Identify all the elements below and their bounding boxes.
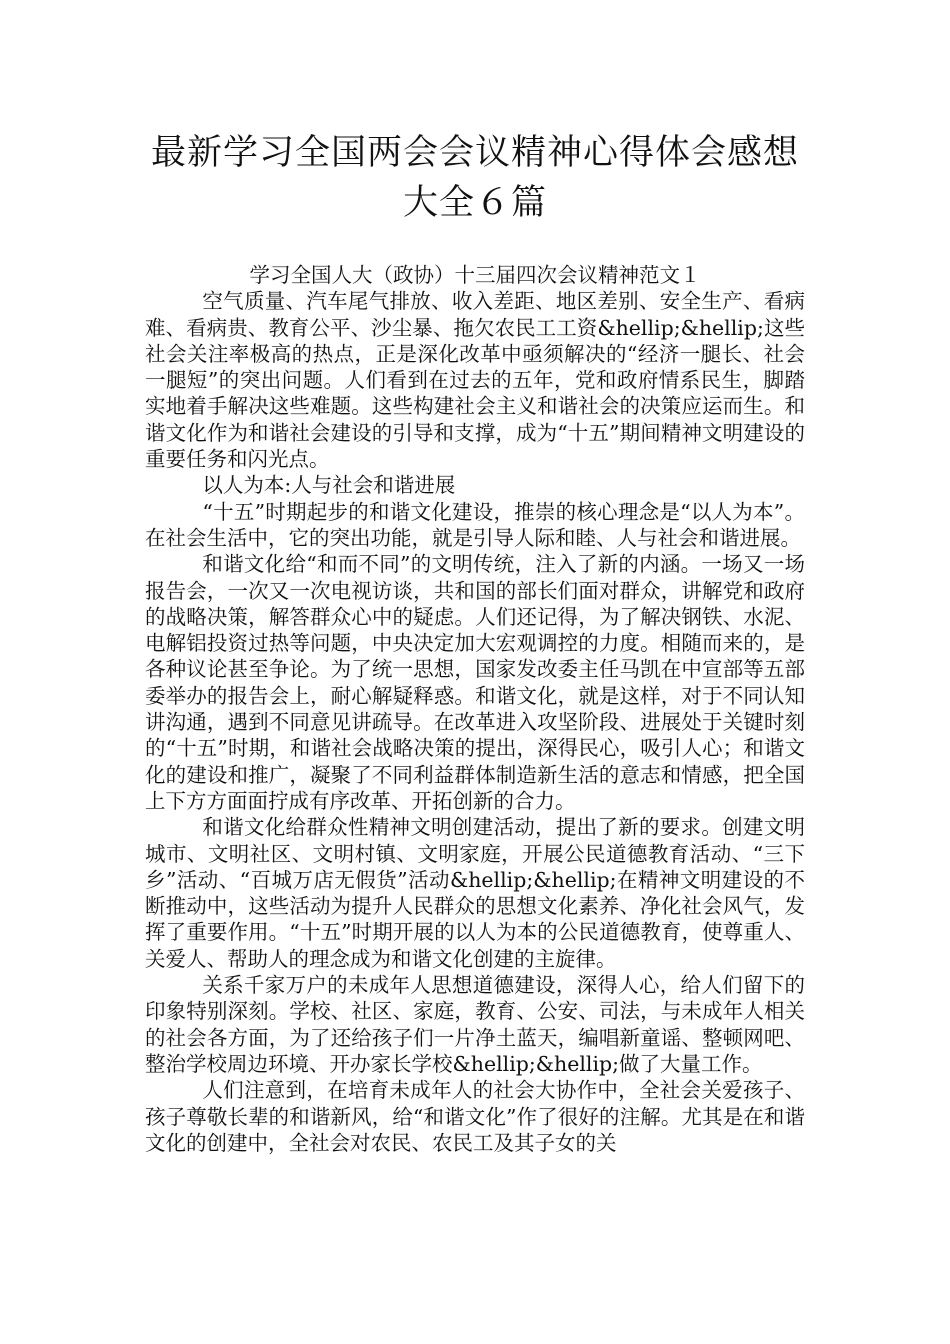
- paragraph-6: 人们注意到，在培育未成年人的社会大协作中，全社会关爱孩子、孩子尊敬长辈的和谐新风，给“和谐文化”作了很好的注解。尤其是在和谐文化的创建中，全社会对农民、农民工及其子女的关: [145, 1078, 805, 1155]
- paragraph-2: “十五”时期起步的和谐文化建设，推崇的核心理念是“以人为本”。在社会生活中，它的突出功能，就是引导人际和睦、人与社会和谐进展。: [145, 499, 805, 550]
- title-line-1: 最新学习全国两会会议精神心得体会感想: [150, 133, 799, 173]
- document-page: [145, 128, 805, 1156]
- paragraph-1: 空气质量、汽车尾气排放、收入差距、地区差别、安全生产、看病难、看病贵、教育公平、沙尘暴、拖欠农民工工资&hellip;&hellip;这些社会关注率极高的热点，正是深化改革中亟须解决的“经济一腿长、社会一腿短”的突出问题。人们看到在过去的五年，党和政府情系民生，脚踏实地着手解决这些难题。这些构建社会主义和谐社会的决策应运而生。和谐文化作为和谐社会建设的引导和支撑，成为“十五”期间精神文明建设的重要任务和闪光点。: [145, 289, 805, 472]
- section-subtitle: 学习全国人大（政协）十三届四次会议精神范文１: [249, 263, 701, 287]
- document-body: [145, 262, 805, 1156]
- paragraph-5: 关系千家万户的未成年人思想道德建设，深得人心，给人们留下的印象特别深刻。学校、社区、家庭，教育、公安、司法，与未成年人相关的社会各方面，为了还给孩子们一片净土蓝天，编唱新童谣、整顿网吧、整治学校周边环境、开办家长学校&hellip;&hellip;做了大量工作。: [145, 973, 805, 1076]
- paragraph-3: 和谐文化给“和而不同”的文明传统，注入了新的内涵。一场又一场报告会，一次又一次电视访谈，共和国的部长们面对群众，讲解党和政府的战略决策，解答群众心中的疑虑。人们还记得，为了解决钢铁、水泥、电解铝投资过热等问题，中央决定加大宏观调控的力度。相随而来的，是各种议论甚至争论。为了统一思想，国家发改委主任马凯在中宣部等五部委举办的报告会上，耐心解疑释惑。和谐文化，就是这样，对于不同认知讲沟通，遇到不同意见讲疏导。在改革进入攻坚阶段、进展处于关键时刻的“十五”时期，和谐社会战略决策的提出，深得民心，吸引人心；和谐文化的建设和推广，凝聚了不同利益群体制造新生活的意志和情感，把全国上下方方面面拧成有序改革、开拓创新的合力。: [145, 552, 805, 813]
- title-line-2: 大全６篇: [402, 183, 547, 223]
- paragraph-4: 和谐文化给群众性精神文明创建活动，提出了新的要求。创建文明城市、文明社区、文明村镇、文明家庭，开展公民道德教育活动、“三下乡”活动、“百城万店无假货”活动&hellip;&hellip;在精神文明建设的不断推动中，这些活动为提升人民群众的思想文化素养、净化社会风气，发挥了重要作用。“十五”时期开展的以人为本的公民道德教育，使尊重人、关爱人、帮助人的理念成为和谐文化创建的主旋律。: [145, 815, 805, 971]
- document-title: [145, 128, 805, 228]
- section-heading: 以人为本:人与社会和谐进展: [202, 473, 456, 498]
